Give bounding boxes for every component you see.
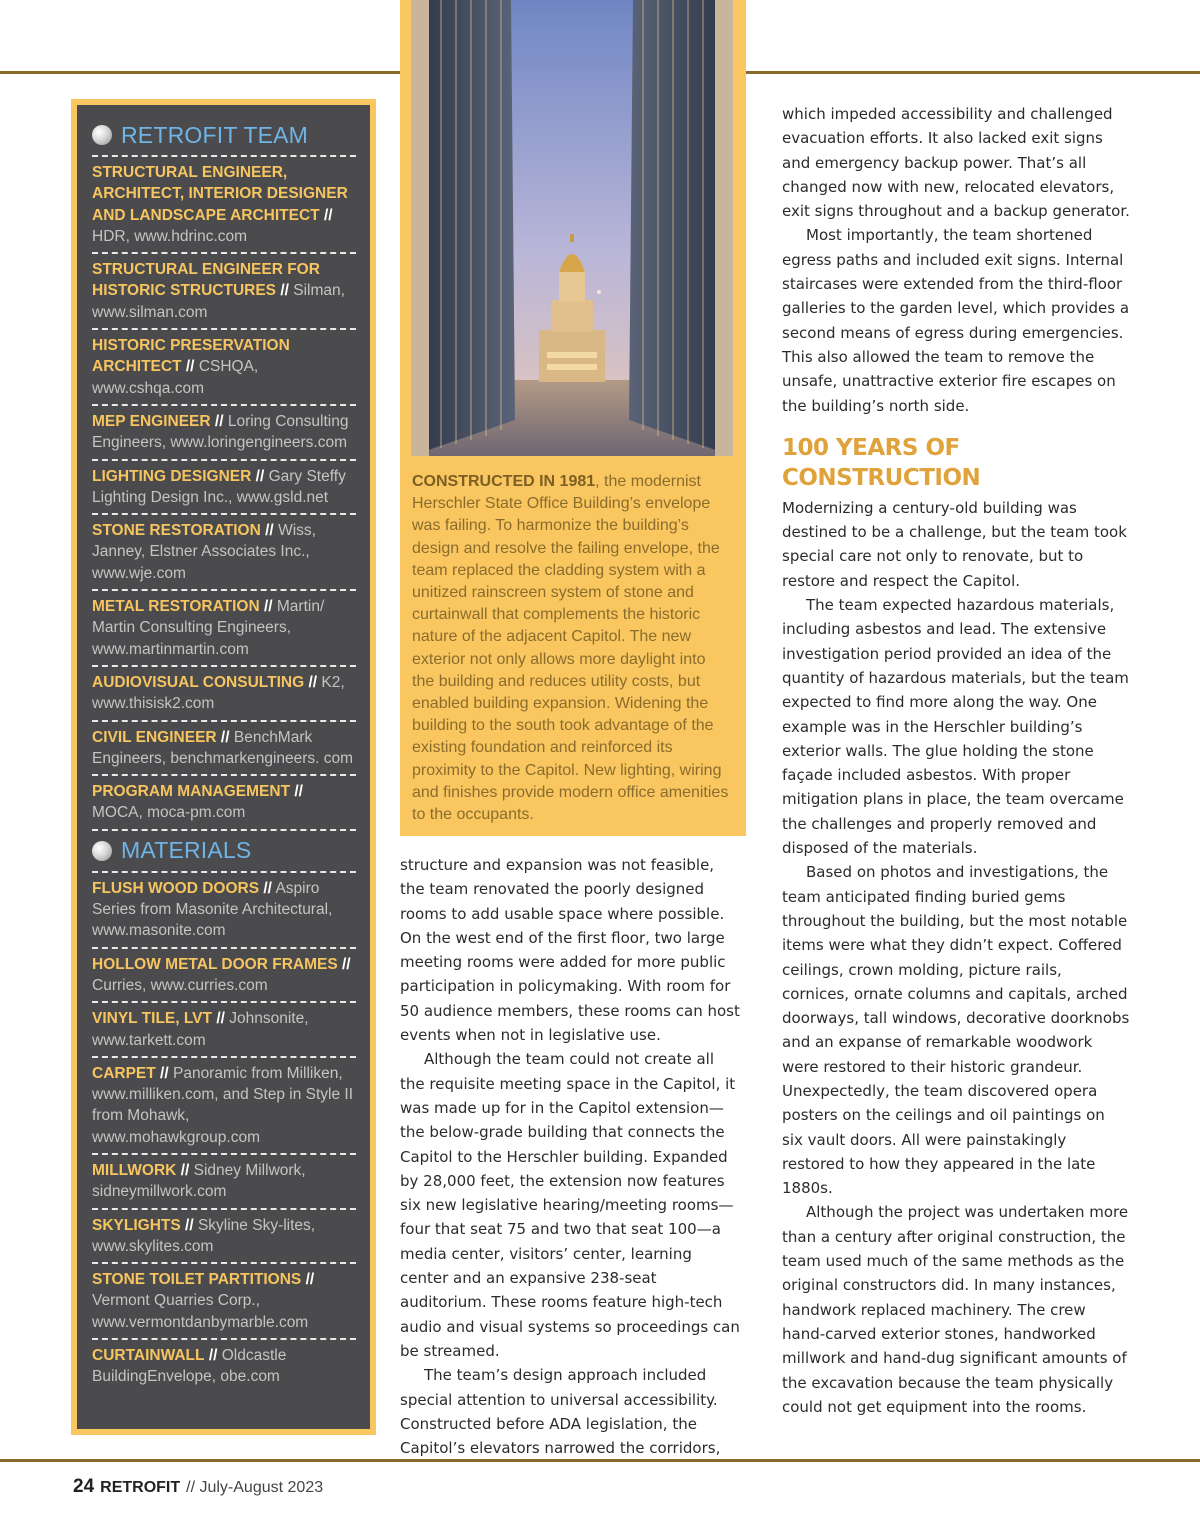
footer-rule — [0, 1459, 1200, 1462]
caption-text: , the modernist Herschler State Office Building’s envelope was failing. To harmonize the building’s design and resolve the failing envelope, the team replaced the cladding system with a unitized rainscreen system of stone and curtainwall that complements the historic nature of the adjacent Capitol. The new exterior not only allows more daylight into the building and reduces utility costs, but enabled building expansion. Widening the building to the south took advantage of the existing foundation and reinforced its proximity to the Capitol. New lighting, wiring and finishes provide modern office amenities to the occupants. — [412, 473, 729, 824]
entry-role: STONE TOILET PARTITIONS — [92, 1271, 302, 1289]
retrofit-team-heading — [92, 119, 356, 151]
sidebar-entry — [92, 589, 356, 665]
entry-firm: HDR, www.hdrinc.com — [92, 227, 248, 245]
sidebar-entry — [92, 513, 356, 589]
entry-separator: // — [185, 358, 195, 376]
entry-firm: K2, www.thisisk2.com — [92, 673, 345, 713]
entry-firm: Loring Consulting Engineers, www.loringengineers.com — [92, 412, 349, 452]
entry-separator: // — [294, 783, 303, 801]
entry-role: FLUSH WOOD DOORS — [92, 879, 260, 897]
entry-firm: BenchMark Engineers, benchmarkengineers. com — [92, 728, 354, 767]
materials-list — [92, 871, 356, 1393]
entry-firm: CSHQA, www.cshqa.com — [92, 358, 259, 397]
body-paragraph: which impeded accessibility and challenged evacuation efforts. It also lacked exit signs and emergency backup power. That’s all changed now with new, relocated elevators, exit signs throughout and a backup generator. — [782, 105, 1130, 221]
issue-date: // July-August 2023 — [186, 1479, 324, 1496]
entry-firm: Johnsonite, www.tarkett.com — [92, 1010, 309, 1049]
sidebar-entry — [92, 252, 356, 328]
sidebar-entry — [92, 1153, 356, 1208]
entry-role: AUDIOVISUAL CONSULTING — [92, 673, 305, 691]
sidebar-panel — [77, 105, 370, 1429]
entry-role: STRUCTURAL ENGINEER, ARCHITECT, INTERIOR DESIGNER AND LANDSCAPE ARCHITECT — [92, 164, 348, 224]
entry-firm: Sidney Millwork, sidneymillwork.com — [92, 1161, 306, 1201]
entry-role: CURTAINWALL — [92, 1347, 205, 1365]
sidebar-entry — [92, 774, 356, 829]
magazine-name: RETROFIT — [100, 1479, 181, 1496]
body-column-middle — [400, 853, 743, 1460]
entry-separator: // — [208, 1347, 218, 1365]
entry-separator: // — [180, 1161, 190, 1179]
materials-title: MATERIALS — [121, 837, 252, 864]
top-rule-right — [746, 71, 1200, 74]
sidebar-entry — [92, 1262, 356, 1338]
sidebar-entry — [92, 1001, 356, 1056]
entry-firm: Panoramic from Milliken, www.milliken.com, and Step in Style II from Mohawk, www.mohawkgroup.com — [92, 1064, 354, 1146]
photo-caption — [400, 464, 746, 836]
section-heading: 100 YEARS OF CONSTRUCTION — [782, 434, 981, 491]
body-paragraph: Although the project was undertaken more than a century after original construction, the team used much of the same methods as the original constructors did. In many instances, handwork replaced machinery. The crew hand-carved exterior stones, handworked millwork and hand-dug significant amounts of the excavation because the team physically could not get equipment into the rooms. — [782, 1203, 1129, 1416]
materials-heading — [92, 829, 356, 867]
sidebar-entry — [92, 947, 356, 1002]
entry-separator: // — [216, 1010, 225, 1028]
entry-separator: // — [263, 598, 273, 616]
entry-firm: Wiss, Janney, Elstner Associates Inc., www.wje.com — [92, 522, 316, 582]
entry-separator: // — [265, 522, 274, 540]
entry-separator: // — [255, 467, 265, 485]
sidebar-entry — [92, 665, 356, 720]
entry-role: HOLLOW METAL DOOR FRAMES — [92, 955, 338, 973]
sphere-bullet-icon — [92, 125, 112, 145]
body-paragraph: structure and expansion was not feasible, the team renovated the poorly designed rooms to add usable space where possible. On the west end of the first floor, two large meeting rooms were added for more public participation in policymaking. With room for 50 audience members, these rooms can host events when not in legislative use. — [400, 856, 740, 1045]
page-footer — [73, 1476, 323, 1498]
entry-firm: Curries, www.curries.com — [92, 976, 268, 994]
entry-role: HISTORIC PRESERVATION ARCHITECT — [92, 337, 290, 376]
entry-role: SKYLIGHTS — [92, 1216, 181, 1234]
retrofit-team-title: RETROFIT TEAM — [121, 121, 309, 148]
sidebar-entry — [92, 871, 356, 947]
sidebar-entry — [92, 720, 356, 775]
sidebar-entry — [92, 328, 356, 404]
entry-firm: Silman, www.silman.com — [92, 282, 345, 321]
entry-role: MEP ENGINEER — [92, 412, 211, 430]
entry-firm: Skyline Sky-lites, www.skylites.com — [92, 1216, 316, 1255]
entry-firm: Oldcastle BuildingEnvelope, obe.com — [92, 1347, 287, 1386]
retrofit-team-list — [92, 155, 356, 829]
entry-role: VINYL TILE, LVT — [92, 1010, 212, 1028]
body-paragraph: Most importantly, the team shortened egress paths and included exit signs. Internal staircases were extended from the third-floor galleries to the garden level, which provides a second means of egress during emergencies. This also allowed the team to remove the unsafe, unattractive exterior fire escapes on the building’s north side. — [782, 226, 1130, 415]
entry-separator: // — [160, 1064, 169, 1082]
entry-role: CARPET — [92, 1064, 156, 1082]
entry-separator: // — [280, 282, 289, 300]
entry-separator: // — [308, 673, 318, 691]
sphere-bullet-icon — [92, 841, 112, 861]
body-paragraph: Modernizing a century-old building was destined to be a challenge, but the team took special care not only to renovate, but to restore and respect the Capitol. — [782, 498, 1127, 590]
sidebar-entry — [92, 1338, 356, 1393]
entry-role: STONE RESTORATION — [92, 522, 261, 540]
sidebar-entry — [92, 155, 356, 252]
body-paragraph: The team expected hazardous materials, including asbestos and lead. The extensive investigation period provided an idea of the quantity of hazardous materials, but the team expected to find more along the way. One example was in the Herschler building’s exterior walls. The glue holding the stone façade included asbestos. With proper mitigation plans in place, the team overcame the challenges and properly removed and disposed of the materials. — [782, 596, 1129, 858]
entry-firm: Aspiro Series from Masonite Architectural, www.masonite.com — [92, 879, 333, 940]
entry-firm: Vermont Quarries Corp., www.vermontdanbymarble.com — [92, 1292, 309, 1331]
entry-separator: // — [185, 1216, 194, 1234]
sidebar-entry — [92, 1056, 356, 1153]
sidebar-entry — [92, 404, 356, 459]
entry-firm: Gary Steffy Lighting Design Inc., www.gsld.net — [92, 467, 346, 506]
entry-role: METAL RESTORATION — [92, 598, 260, 616]
entry-role: CIVIL ENGINEER — [92, 728, 217, 746]
entry-firm: MOCA, moca-pm.com — [92, 804, 246, 822]
capitol-photo — [411, 0, 733, 456]
entry-separator: // — [323, 206, 333, 224]
entry-separator: // — [263, 879, 272, 897]
entry-role: LIGHTING DESIGNER — [92, 467, 252, 485]
entry-separator: // — [220, 728, 230, 746]
photo-frame — [400, 0, 746, 464]
body-paragraph: The team’s design approach included special attention to universal accessibility. Constructed before ADA legislation, the Capitol’s elevators narrowed the corridors, — [400, 1366, 721, 1458]
entry-role: MILLWORK — [92, 1161, 177, 1179]
sidebar-entry — [92, 459, 356, 514]
body-column-right — [782, 102, 1130, 1419]
top-rule-left — [0, 71, 400, 74]
entry-role: PROGRAM MANAGEMENT — [92, 783, 291, 801]
entry-separator: // — [214, 412, 224, 430]
body-paragraph: Based on photos and investigations, the team anticipated finding buried gems throughout the building, but the most notable items were what they didn’t expect. Coffered ceilings, crown molding, picture rails, cornices, ornate columns and capitals, arched doorways, tall windows, decorative doorknobs and an expanse of remarkable woodwork were restored to their historic grandeur. Unexpectedly, the team discovered opera posters on the ceilings and oil paintings on six vault doors. All were painstakingly restored to how they appeared in the late 1880s. — [782, 863, 1130, 1198]
caption-lead: CONSTRUCTED IN 1981 — [412, 473, 596, 490]
page-number: 24 — [73, 1476, 95, 1497]
entry-role: STRUCTURAL ENGINEER FOR HISTORIC STRUCTURES — [92, 261, 320, 300]
sidebar-entry — [92, 1208, 356, 1263]
entry-separator: // — [305, 1271, 315, 1289]
body-paragraph: Although the team could not create all the requisite meeting space in the Capitol, it was made up for in the Capitol extension—the below-grade building that connects the Capitol to the Herschler building. Expanded by 28,000 feet, the extension now features six new legislative hearing/meeting rooms—four that seat 75 and two that seat 100—a media center, visitors’ center, learning center and an expansive 238-seat auditorium. These rooms feature high-tech audio and visual systems so proceedings can be streamed. — [400, 1050, 740, 1360]
sidebar-box — [71, 99, 376, 1435]
entry-firm: Martin/ Martin Consulting Engineers, www.martinmartin.com — [92, 598, 325, 658]
entry-separator: // — [342, 955, 351, 973]
